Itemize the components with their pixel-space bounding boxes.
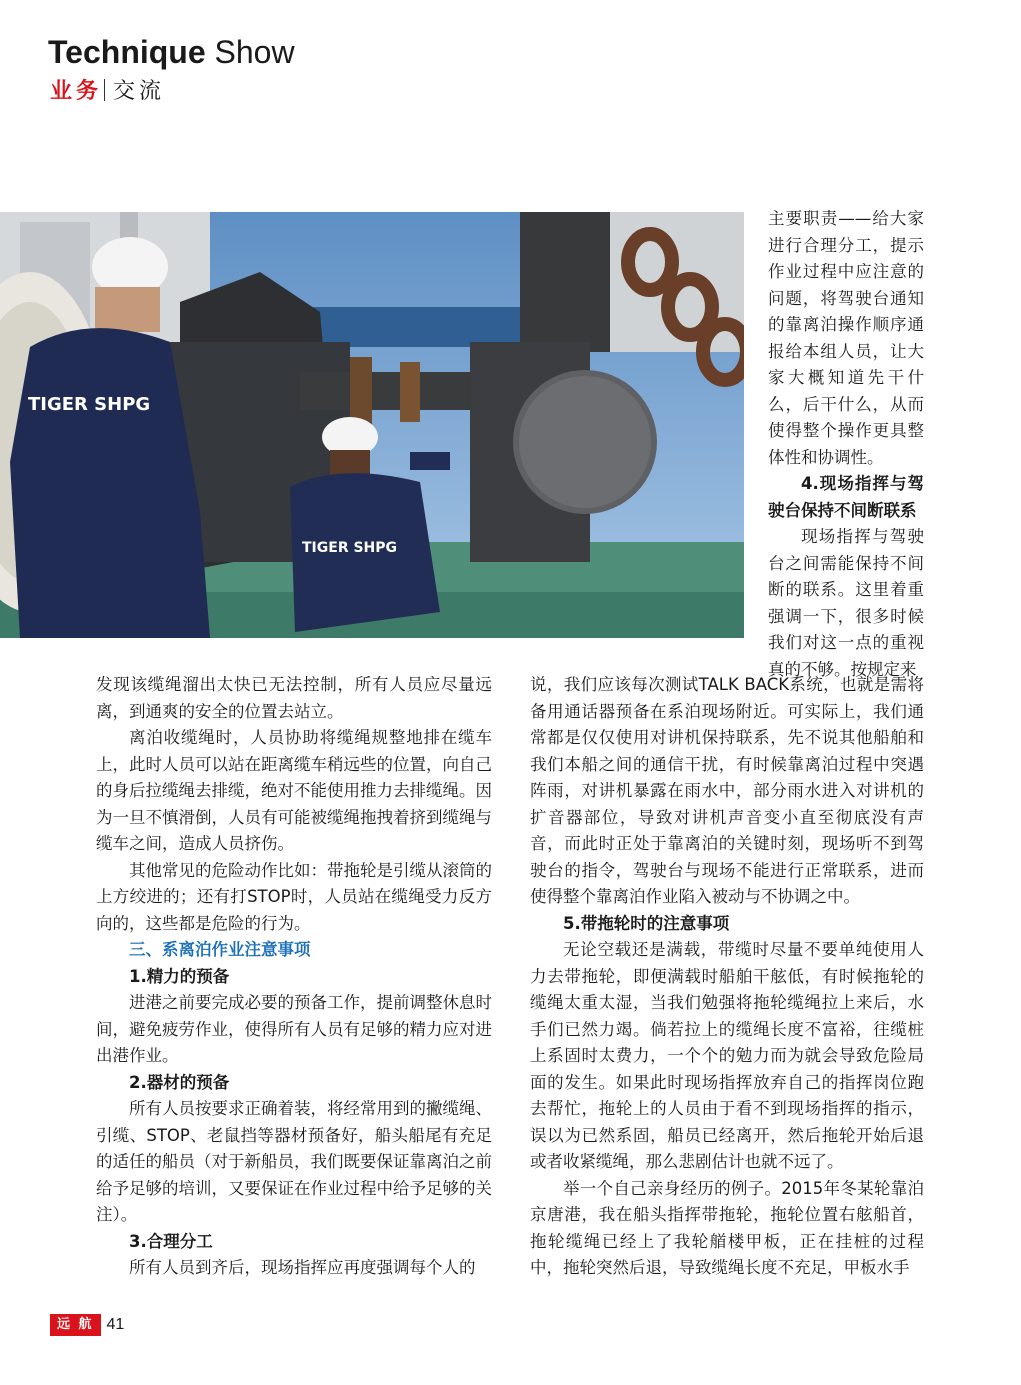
heading-4: 4.现场指挥与驾驶台保持不间断联系	[768, 474, 924, 520]
page-number: 41	[106, 1316, 125, 1333]
left-column	[96, 672, 492, 1282]
paragraph: 现场指挥与驾驶台之间需能保持不间断的联系。这里着重强调一下，很多时候我们对这一点的重视真的不够。按规定来	[768, 527, 924, 679]
subheading: 1.精力的预备	[129, 966, 230, 986]
paragraph: 说，我们应该每次测试TALK BACK系统，也就是需将备用通话器预备在系泊现场附近。可实际上，我们通常都是仅仅使用对讲机保持联系，先不说其他船舶和我们本船之间的通信干扰，有时候靠离泊过程中突遇阵雨，对讲机暴露在雨水中，部分雨水进入对讲机的扩音器部位，导致对讲机声音变小直至彻底没有声音，而此时正处于靠离泊的关键时刻，现场听不到驾驶台的指令，驾驶台与现场不能进行正常联系，进而使得整个靠离泊作业陷入被动与不协调之中。	[530, 675, 924, 906]
paragraph: 无论空载还是满载，带缆时尽量不要单纯使用人力去带拖轮，即便满载时船舶干舷低，有时候拖轮的缆绳太重太湿，当我们勉强将拖轮缆绳拉上来后，水手们已然力竭。倘若拉上的缆绳长度不富裕，往缆桩上系固时太费力，一个个的勉力而为就会导致危险局面的发生。如果此时现场指挥放弃自己的指挥岗位跑去帮忙，拖轮上的人员由于看不到现场指挥的指示，误以为已然系固，船员已经离开，然后拖轮开始后退或者收紧缆绳，那么悲剧估计也就不远了。	[530, 940, 924, 1171]
magazine-name-tag: 远 航	[50, 1314, 101, 1336]
shirt-logo-2: TIGER SHPG	[302, 540, 398, 556]
page-footer	[50, 1314, 124, 1342]
paragraph: 发现该缆绳溜出太快已无法控制，所有人员应尽量远离，到通爽的安全的位置去站立。	[96, 675, 492, 721]
subheading: 5.带拖轮时的注意事项	[563, 913, 730, 933]
paragraph: 进港之前要完成必要的预备工作，提前调整休息时间，避免疲劳作业，使得所有人员有足够的精力应对进出港作业。	[96, 993, 492, 1065]
right-top-column	[768, 206, 924, 683]
subheading: 2.器材的预备	[129, 1072, 230, 1092]
paragraph: 所有人员到齐后，现场指挥应再度强调每个人的	[129, 1258, 476, 1277]
section-label-a: 业务	[50, 79, 103, 104]
shirt-logo-1: TIGER SHPG	[28, 394, 151, 415]
magazine-section-title	[48, 32, 295, 72]
right-column	[530, 672, 924, 1282]
section-label-b: 交流	[113, 79, 166, 104]
title-light: Show	[214, 34, 295, 70]
section-heading: 三、系离泊作业注意事项	[129, 940, 311, 959]
paragraph: 离泊收缆绳时，人员协助将缆绳规整地排在缆车上，此时人员可以站在距离缆车稍远些的位置，向自己的身后拉缆绳去排缆，绝对不能使用推力去排缆绳。因为一旦不慎滑倒，人员有可能被缆绳拖拽着挤到缆绳与缆车之间，造成人员挤伤。	[96, 728, 492, 853]
subheading: 3.合理分工	[129, 1231, 213, 1251]
section-divider	[104, 79, 105, 101]
section-label	[50, 78, 165, 106]
paragraph: 主要职责——给大家进行合理分工，提示作业过程中应注意的问题，将驾驶台通知的靠离泊操作顺序通报给本组人员，让大家大概知道先干什么，后干什么，从而使得整个操作更具整体性和协调性。	[768, 209, 924, 467]
paragraph: 所有人员按要求正确着装，将经常用到的撇缆绳、引缆、STOP、老鼠挡等器材预备好，船头船尾有充足的适任的船员（对于新船员，我们既要保证靠离泊之前给予足够的培训，又要保证在作业过程中给予足够的关注）。	[96, 1099, 492, 1224]
paragraph: 其他常见的危险动作比如：带拖轮是引缆从滚筒的上方绞进的；还有打STOP时，人员站在缆绳受力反方向的，这些都是危险的行为。	[96, 860, 492, 933]
paragraph: 举一个自己亲身经历的例子。2015年冬某轮靠泊京唐港，我在船头指挥带拖轮，拖轮位置右舷船首，拖轮缆绳已经上了我轮艏楼甲板，正在挂桩的过程中，拖轮突然后退，导致缆绳长度不充足，甲板水手	[530, 1178, 924, 1277]
deck-windlass-photo	[0, 212, 744, 638]
title-bold: Technique	[48, 34, 206, 70]
